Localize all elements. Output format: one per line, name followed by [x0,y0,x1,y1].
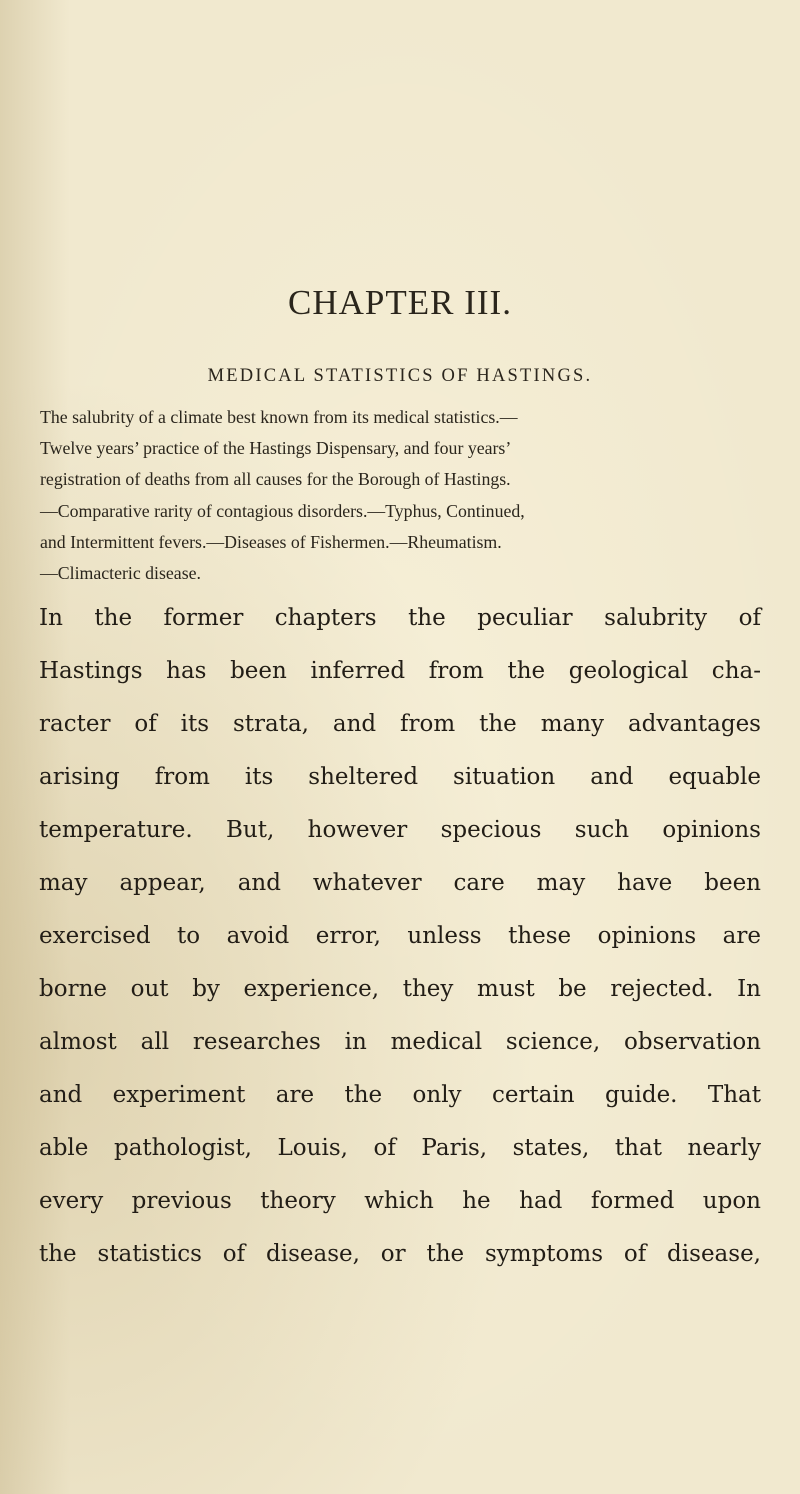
summary-line: —Climacteric disease. [40,563,201,584]
body-line: exercised to avoid error, unless these opinions are [39,923,761,949]
section-heading: MEDICAL STATISTICS OF HASTINGS. [207,366,593,386]
body-line-text: the former chapters the peculiar salubrity of [62,605,761,631]
summary-line: —Comparative rarity of contagious disorders.—Typhus, Continued, [40,500,525,521]
body-line [39,592,761,645]
body-paragraph [39,592,761,1281]
initial-word: In [39,605,63,631]
body-line: Hastings has been inferred from the geological cha- [39,658,761,684]
body-line: and experiment are the only certain guide. That [39,1082,761,1108]
chapter-summary [40,402,756,589]
summary-line: Twelve years’ practice of the Hastings Dispensary, and four years’ [40,438,512,459]
body-line: may appear, and whatever care may have been [39,870,761,896]
body-line: the statistics of disease, or the symptoms of disease, [39,1241,761,1267]
body-line: racter of its strata, and from the many advantages [39,711,761,737]
summary-line: The salubrity of a climate best known from its medical statistics.— [40,407,518,427]
body-line: arising from its sheltered situation and equable [39,764,761,790]
summary-line: registration of deaths from all causes for the Borough of Hastings. [40,469,511,490]
body-line: borne out by experience, they must be rejected. In [39,976,761,1002]
body-line: able pathologist, Louis, of Paris, states, that nearly [39,1135,761,1161]
body-line: every previous theory which he had formed upon [39,1188,761,1214]
body-line: temperature. But, however specious such opinions [39,817,761,843]
body-line: almost all researches in medical science, observation [39,1029,761,1055]
summary-line: and Intermittent fevers.—Diseases of Fishermen.—Rheumatism. [40,531,502,552]
chapter-title: CHAPTER III. [288,283,512,322]
